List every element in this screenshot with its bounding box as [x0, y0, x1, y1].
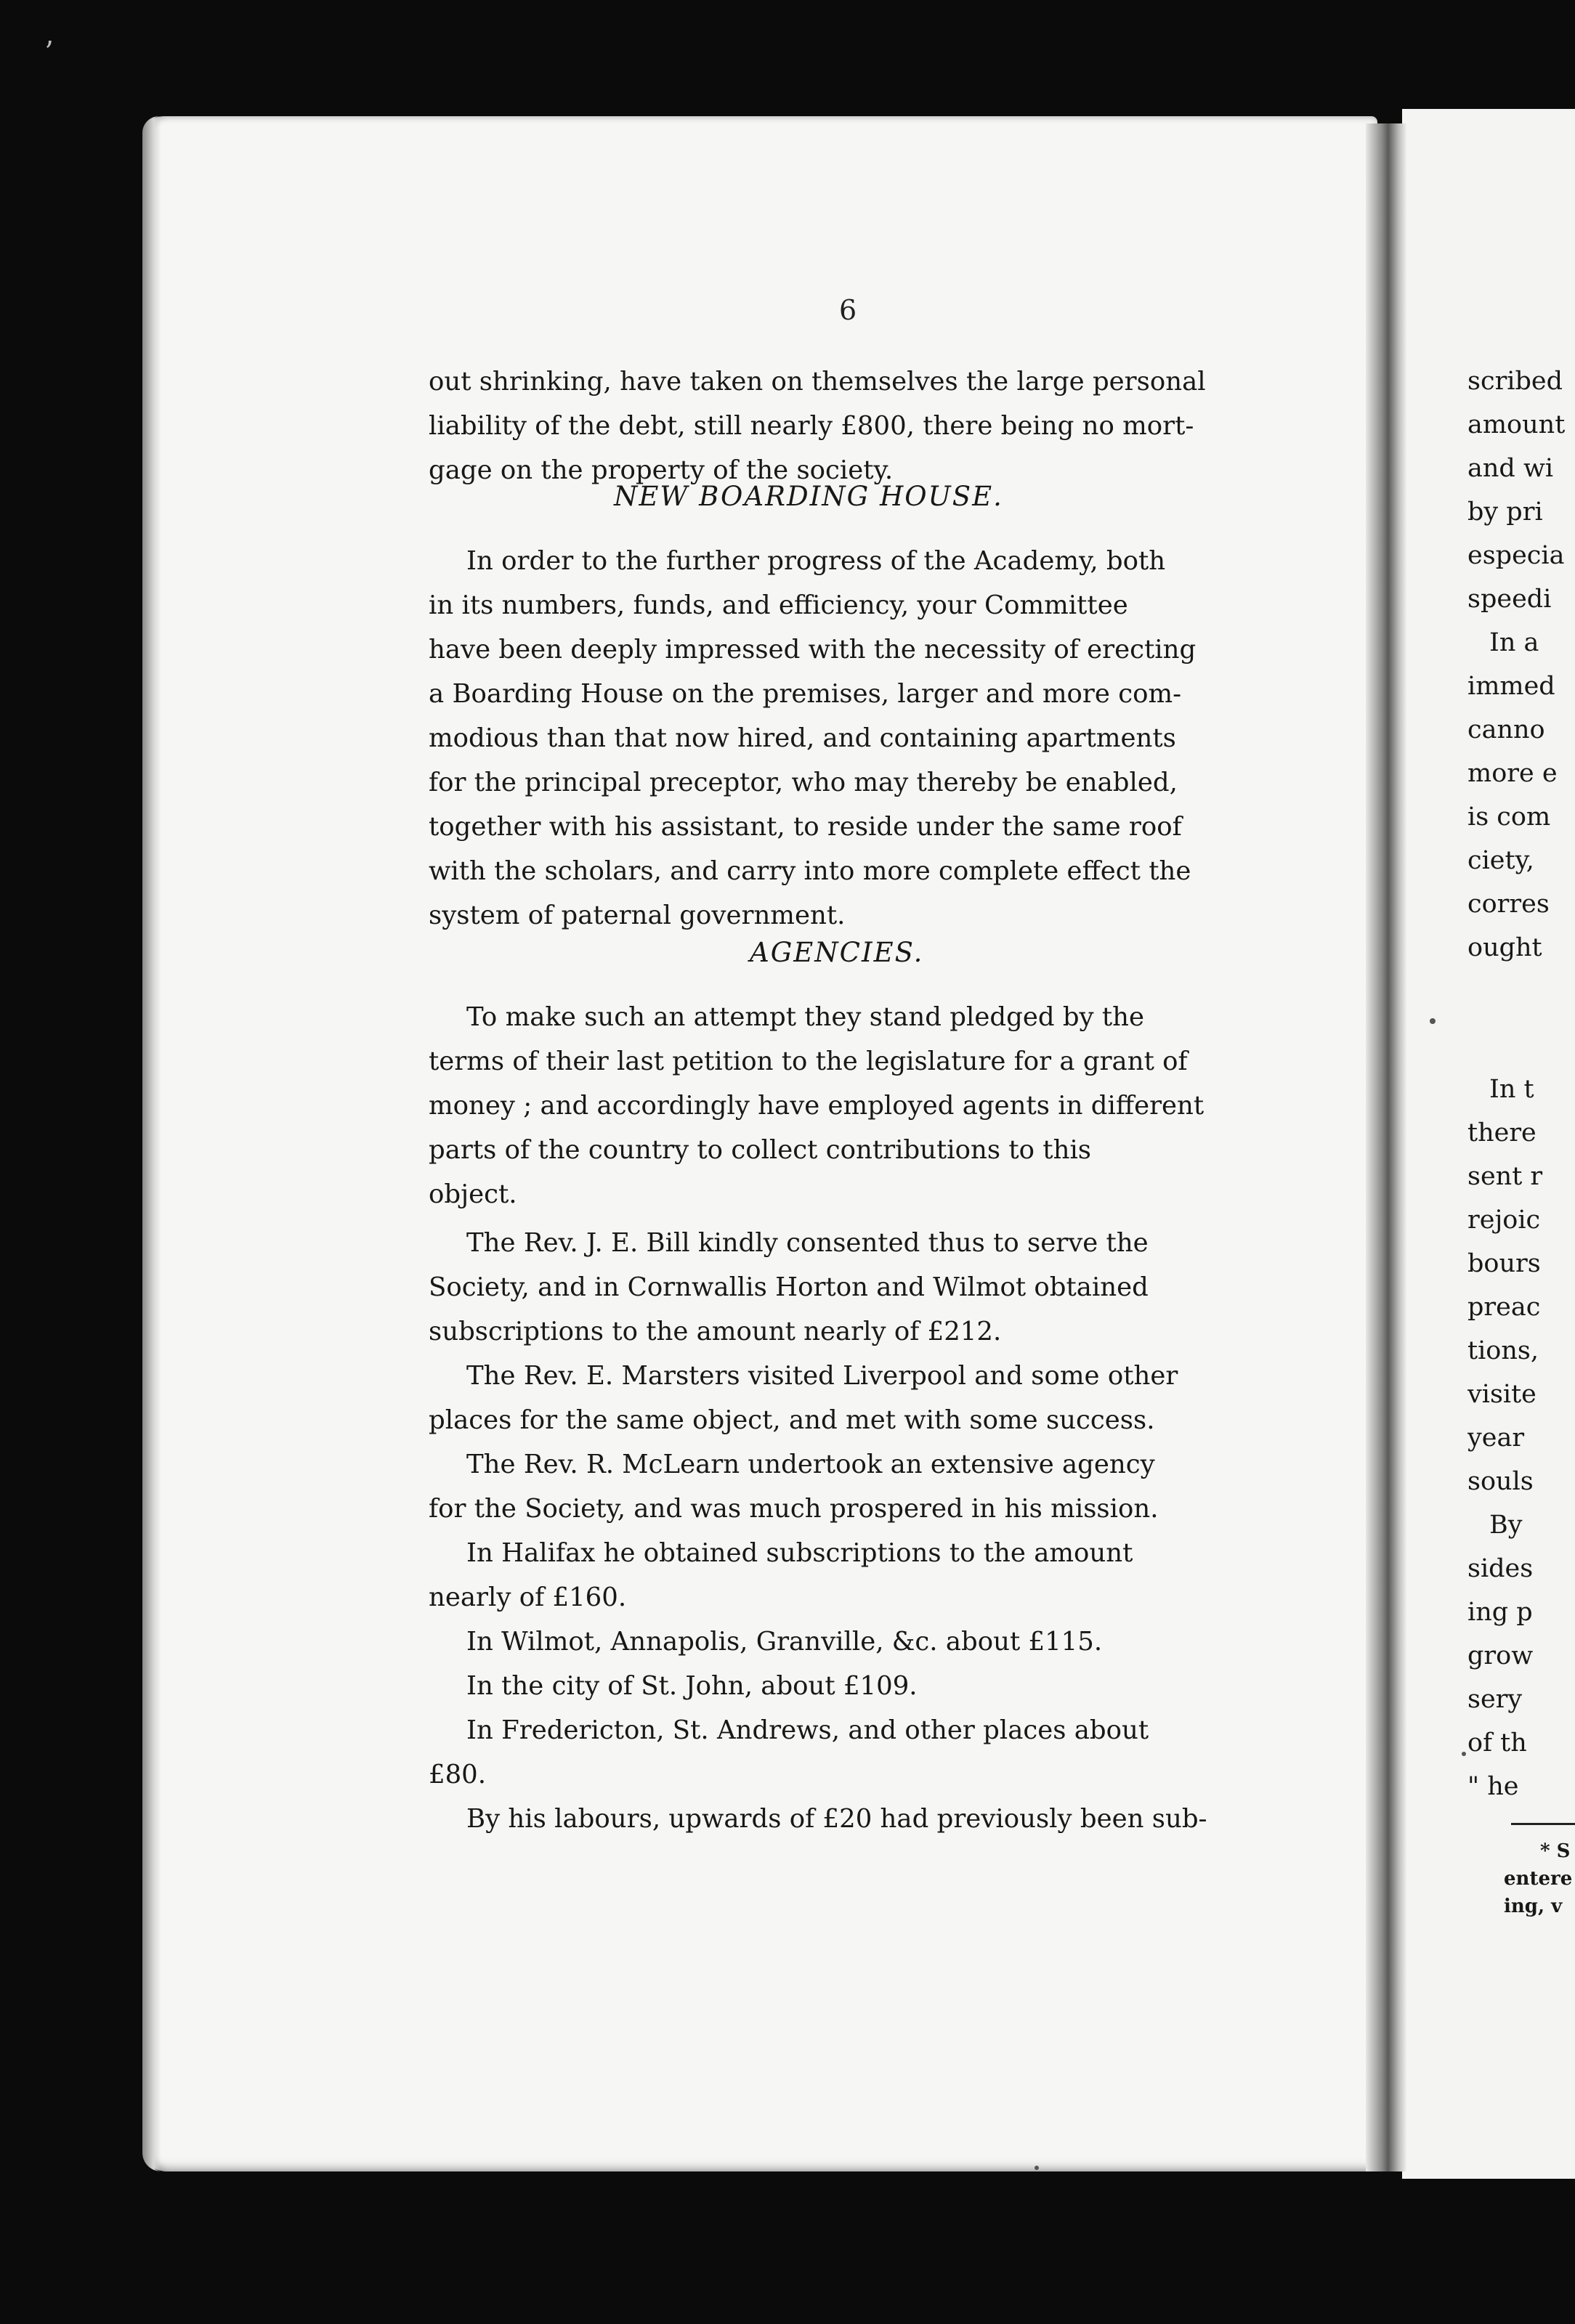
- text-line: tions,: [1467, 1336, 1539, 1365]
- text-line: parts of the country to collect contributions to this: [429, 1135, 1092, 1165]
- text-line: By his labours, upwards of £20 had previously been sub-: [466, 1804, 1207, 1834]
- text-line: To make such an attempt they stand pledged by the: [466, 1002, 1145, 1032]
- text-line: subscriptions to the amount nearly of £212.: [429, 1317, 1002, 1346]
- page-number: 6: [839, 294, 857, 326]
- text-line: out shrinking, have taken on themselves the large personal: [429, 367, 1206, 397]
- text-line: by pri: [1467, 497, 1543, 527]
- text-line: In Halifax he obtained subscriptions to the amount: [466, 1538, 1133, 1568]
- text-line: of th: [1467, 1728, 1527, 1758]
- text-line: have been deeply impressed with the necessity of erecting: [429, 635, 1197, 665]
- text-line: money ; and accordingly have employed agents in different: [429, 1091, 1204, 1121]
- text-line: The Rev. J. E. Bill kindly consented thus to serve the: [466, 1228, 1149, 1258]
- text-line: liability of the debt, still nearly £800, there being no mort-: [429, 411, 1194, 441]
- boarding-house-paragraph: [429, 539, 1264, 938]
- paper-speck: [1035, 2166, 1039, 2170]
- text-line: corres: [1467, 890, 1550, 919]
- scan-corner-mark: ʼ: [44, 36, 53, 70]
- text-line: and wi: [1467, 454, 1554, 483]
- text-line: speedi: [1467, 585, 1552, 614]
- text-line: In the city of St. John, about £109.: [466, 1671, 918, 1701]
- agencies-paragraph-1: [429, 995, 1264, 1216]
- text-line: In Wilmot, Annapolis, Granville, &c. about £115.: [466, 1627, 1103, 1657]
- opening-paragraph: [429, 359, 1264, 492]
- book-gutter: [1366, 123, 1406, 2171]
- right-page-text-top: [1467, 359, 1575, 970]
- text-line: preac: [1467, 1293, 1541, 1322]
- text-line: grow: [1467, 1641, 1534, 1670]
- text-line: scribed: [1467, 367, 1563, 396]
- agencies-paragraph-2: [429, 1221, 1264, 1354]
- text-line: " he: [1467, 1772, 1519, 1801]
- text-line: canno: [1467, 715, 1545, 744]
- agencies-paragraph-8: [429, 1708, 1264, 1797]
- text-line: The Rev. R. McLearn undertook an extensive agency: [466, 1450, 1155, 1479]
- text-line: entere: [1504, 1868, 1573, 1890]
- agencies-paragraph-9: [429, 1797, 1264, 1841]
- text-line: In t: [1489, 1075, 1534, 1104]
- text-line: * S: [1540, 1840, 1571, 1862]
- text-line: is com: [1467, 803, 1551, 832]
- text-line: ciety,: [1467, 846, 1534, 875]
- text-line: gage on the property of the society.: [429, 455, 894, 485]
- section-heading-boarding-house: NEW BOARDING HOUSE.: [614, 481, 1003, 512]
- right-page-text-bottom: [1467, 1068, 1575, 1808]
- text-line: In Fredericton, St. Andrews, and other places about: [466, 1715, 1149, 1745]
- text-line: more e: [1467, 759, 1558, 788]
- agencies-paragraph-5: [429, 1531, 1264, 1620]
- text-line: Society, and in Cornwallis Horton and Wilmot obtained: [429, 1272, 1149, 1302]
- text-line: £80.: [429, 1760, 487, 1789]
- text-line: object.: [429, 1179, 517, 1209]
- text-line: in its numbers, funds, and efficiency, your Committee: [429, 590, 1128, 620]
- text-line: for the principal preceptor, who may thereby be enabled,: [429, 768, 1178, 797]
- text-line: together with his assistant, to reside under the same roof: [429, 812, 1182, 842]
- text-line: year: [1467, 1423, 1525, 1452]
- text-line: visite: [1467, 1380, 1536, 1409]
- text-line: nearly of £160.: [429, 1582, 627, 1612]
- agencies-body: [429, 995, 1264, 1841]
- text-line: ought: [1467, 933, 1542, 962]
- text-line: system of paternal government.: [429, 901, 846, 930]
- agencies-paragraph-3: [429, 1354, 1264, 1442]
- text-line: sery: [1467, 1685, 1523, 1714]
- text-line: ing, v: [1504, 1896, 1563, 1917]
- text-line: sent r: [1467, 1162, 1543, 1191]
- text-line: places for the same object, and met with some success.: [429, 1405, 1155, 1435]
- agencies-paragraph-4: [429, 1442, 1264, 1531]
- text-line: ing p: [1467, 1598, 1533, 1627]
- text-line: with the scholars, and carry into more complete effect the: [429, 856, 1191, 886]
- text-line: immed: [1467, 672, 1555, 701]
- text-line: rejoic: [1467, 1206, 1541, 1235]
- text-line: bours: [1467, 1249, 1541, 1278]
- text-line: The Rev. E. Marsters visited Liverpool and some other: [466, 1361, 1178, 1391]
- text-line: In order to the further progress of the Academy, both: [466, 546, 1166, 576]
- text-line: amount: [1467, 410, 1566, 439]
- text-line: especia: [1467, 541, 1565, 570]
- section-heading-agencies: AGENCIES.: [750, 937, 924, 968]
- text-line: modious than that now hired, and containing apartments: [429, 723, 1176, 753]
- text-line: souls: [1467, 1467, 1534, 1496]
- text-line: terms of their last petition to the legislature for a grant of: [429, 1047, 1188, 1076]
- footnote-rule: [1511, 1823, 1575, 1825]
- text-line: for the Society, and was much prospered in his mission.: [429, 1494, 1159, 1524]
- text-line: there: [1467, 1118, 1536, 1147]
- agencies-paragraph-7: [429, 1664, 1264, 1708]
- paper-speck: [1462, 1752, 1466, 1756]
- text-line: a Boarding House on the premises, larger and more com-: [429, 679, 1182, 709]
- text-line: In a: [1489, 628, 1539, 657]
- text-line: By: [1489, 1511, 1523, 1540]
- agencies-paragraph-6: [429, 1620, 1264, 1664]
- paper-speck: [1430, 1018, 1436, 1024]
- right-page-footnote: [1504, 1837, 1575, 1920]
- text-line: sides: [1467, 1554, 1534, 1583]
